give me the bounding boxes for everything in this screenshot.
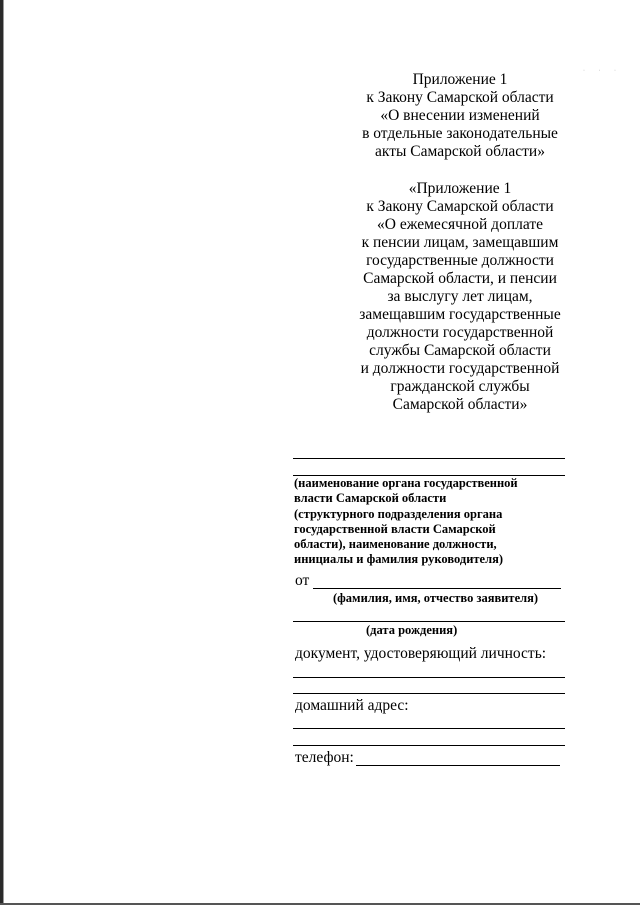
addressee-note (294, 476, 518, 568)
quoted-annex-line: «О ежемесячной доплате (377, 216, 543, 233)
quoted-annex-line: «Приложение 1 (408, 180, 512, 197)
addressee-note-line: (наименование органа государственной (294, 476, 518, 490)
scan-edge-shadow (3, 0, 4, 905)
quoted-annex-line: за выслугу лет лицам, (387, 288, 533, 305)
birthdate-line[interactable] (293, 621, 565, 622)
from-label: от (295, 572, 310, 589)
phone-label: телефон: (295, 749, 354, 766)
quoted-annex-line: замещавшим государственные (359, 306, 561, 323)
annex-header-line: акты Самарской области» (375, 143, 545, 160)
quoted-annex-line: службы Самарской области (369, 342, 551, 359)
quoted-annex-line: Самарской области, и пенсии (363, 270, 557, 287)
quoted-annex-line: и должности государственной (360, 360, 560, 377)
quoted-annex-line: к Закону Самарской области (366, 198, 554, 215)
phone-line[interactable] (356, 765, 560, 766)
id-document-line[interactable] (293, 693, 565, 694)
id-document-line[interactable] (293, 677, 565, 678)
quoted-annex-line: гражданской службы (390, 378, 530, 395)
annex-header-line: «О внесении изменений (380, 107, 540, 124)
quoted-annex-line: должности государственной (366, 324, 554, 341)
birthdate-caption: (дата рождения) (366, 623, 458, 637)
quoted-annex-line: государственные должности (366, 252, 554, 269)
annex-header-line: Приложение 1 (412, 71, 508, 88)
addressee-blank-line[interactable] (293, 458, 565, 459)
quoted-annex-line: Самарской области» (392, 396, 528, 413)
applicant-caption: (фамилия, имя, отчество заявителя) (333, 591, 539, 605)
scan-speckles: · · · (583, 68, 622, 74)
addressee-note-line: (структурного подразделения органа (294, 506, 503, 521)
id-document-label: документ, удостоверяющий личность: (295, 645, 547, 662)
quoted-annex-header (350, 180, 570, 414)
addressee-note-line: области), наименование должности, (294, 537, 497, 552)
addressee-note-line: государственной власти Самарской (294, 521, 496, 536)
annex-header-line: к Закону Самарской области (366, 89, 554, 106)
home-address-label: домашний адрес: (295, 697, 409, 714)
home-address-line[interactable] (293, 745, 565, 746)
annex-header-line: в отдельные законодательные (362, 125, 558, 142)
quoted-annex-line: к пенсии лицам, замещавшим (361, 234, 559, 251)
addressee-note-line: инициалы и фамилия руководителя) (294, 552, 504, 567)
annex-header (350, 71, 570, 161)
addressee-note-line: власти Самарской области (294, 491, 447, 506)
home-address-line[interactable] (293, 728, 565, 729)
applicant-name-line[interactable] (313, 588, 561, 589)
